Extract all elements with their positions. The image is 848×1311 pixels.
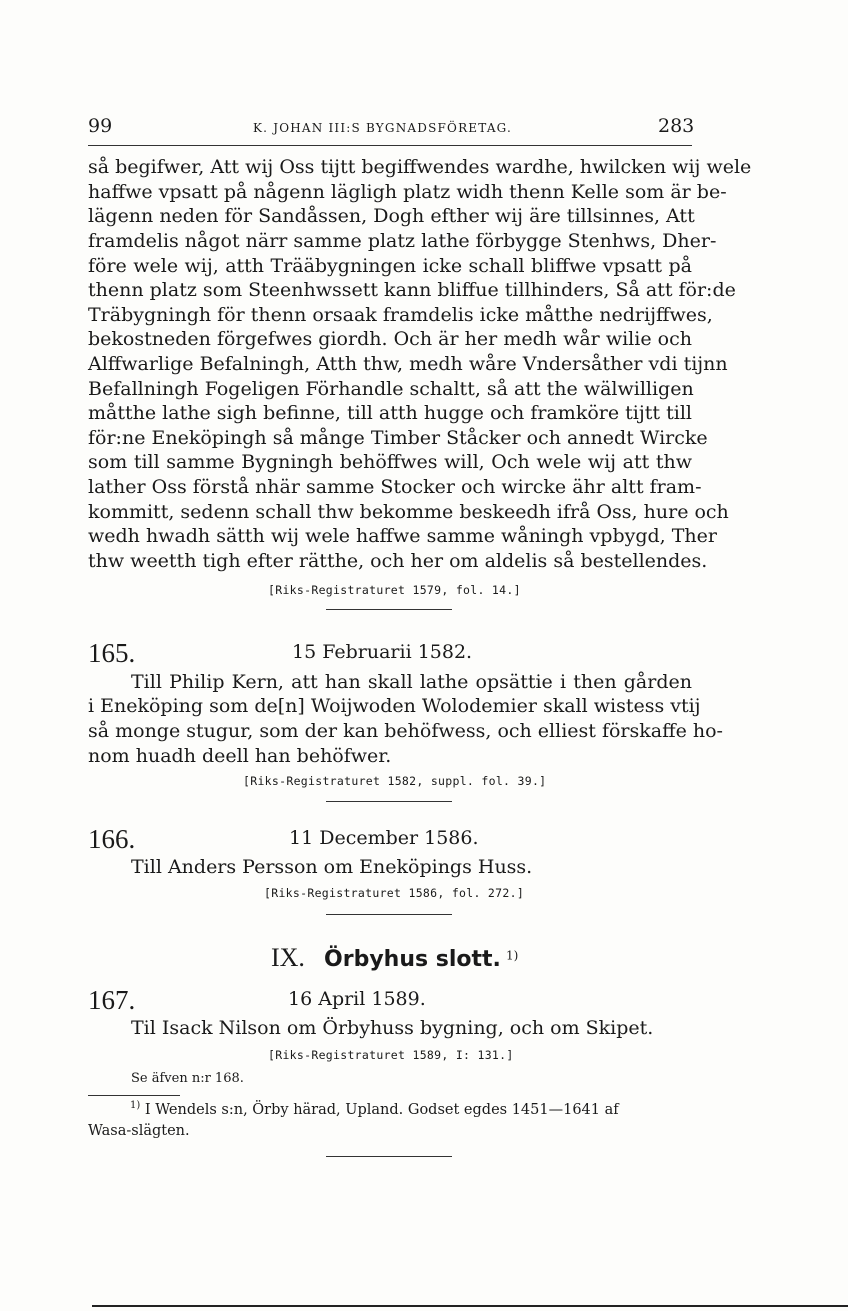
entry-number: 166.: [88, 824, 136, 854]
footnote-rule: [88, 1095, 180, 1096]
text-line: så begifwer, Att wij Oss tijtt begiffwendes wardhe, hwilcken wij wele: [88, 156, 752, 178]
text-line: lather Oss förstå nhär samme Stocker och wircke ähr altt fram-: [88, 476, 702, 498]
text-line: kommitt, sedenn schall thw bekomme beskeedh ifrå Oss, hure och: [88, 501, 729, 523]
text-line: före wele wij, atth Trääbygningen icke schall bliffwe vpsatt på: [88, 255, 692, 277]
entry-date: 11 December 1586.: [289, 827, 479, 849]
footnote-reference: 1): [505, 948, 519, 963]
text-line: som till samme Bygningh behöffwes will, Och wele wij att thw: [88, 451, 692, 473]
text-line: framdelis något närr samme platz lathe förbygge Stenhws, Dher-: [88, 230, 717, 252]
separator-rule: [326, 914, 452, 915]
text-line: haffwe vpsatt på någenn lägligh platz widh thenn Kelle som är be-: [88, 181, 727, 203]
text-line: Alffwarlige Befalningh, Atth thw, medh wåre Vndersåther vdi tijnn: [88, 353, 728, 375]
footnote-line: [130, 1100, 619, 1118]
text-line: Till Philip Kern, att han skall lathe opsättie i then gården: [131, 671, 692, 693]
separator-rule: [326, 801, 452, 802]
footnote-mark: 1): [130, 1100, 141, 1111]
section-numeral: IX.: [271, 943, 305, 972]
text-line: Befallningh Fogeligen Förhandle schaltt, så att the wälwilligen: [88, 378, 694, 400]
source-citation: [Riks-Registraturet 1589, I: 131.]: [268, 1048, 514, 1062]
text-line: Träbygningh för thenn orsaak framdelis icke måtthe nedrijffwes,: [88, 304, 713, 326]
source-citation: [Riks-Registraturet 1582, suppl. fol. 39.]: [243, 774, 547, 788]
text-line: i Eneköping som de[n] Woijwoden Wolodemier skall wistess vtij: [88, 695, 701, 717]
text-line: för:ne Eneköpingh så månge Timber Ståcker och annedt Wircke: [88, 427, 708, 449]
text-line: måtthe lathe sigh befinne, till atth hugge och framköre tijtt till: [88, 402, 692, 424]
cross-reference: Se äfven n:r 168.: [131, 1071, 244, 1086]
page-number-left: 99: [88, 115, 113, 137]
letter-summary: Till Anders Persson om Eneköpings Huss.: [131, 856, 533, 878]
letter-summary: Til Isack Nilson om Örbyhuss bygning, och om Skipet.: [131, 1017, 654, 1039]
text-line: bekostneden förgefwes giordh. Och är her medh wår wilie och: [88, 328, 692, 350]
header-rule: [88, 145, 692, 146]
separator-rule: [326, 609, 452, 610]
text-line: wedh hwadh sätth wij wele haffwe samme wåningh vpbygd, Ther: [88, 525, 717, 547]
text-line: lägenn neden för Sandåssen, Dogh efther wij äre tillsinnes, Att: [88, 205, 695, 227]
entry-number: 165.: [88, 638, 136, 668]
page-edge-line: [92, 1305, 848, 1307]
entry-number: 167.: [88, 985, 136, 1015]
section-heading: [271, 943, 518, 973]
text-line: thenn platz som Steenhwssett kann bliffue tillhinders, Så att för:de: [88, 279, 736, 301]
footnote-text: I Wendels s:n, Örby härad, Upland. Godset egdes 1451—1641 af: [144, 1101, 619, 1118]
source-citation: [Riks-Registraturet 1579, fol. 14.]: [268, 583, 521, 597]
footnote-line: Wasa-slägten.: [88, 1123, 190, 1139]
text-line: nom huadh deell han behöfwer.: [88, 745, 392, 767]
entry-date: 16 April 1589.: [288, 988, 426, 1010]
running-title: K. JOHAN III:S BYGNADSFÖRETAG.: [253, 121, 513, 135]
source-citation: [Riks-Registraturet 1586, fol. 272.]: [264, 886, 525, 900]
page-number-right: 283: [658, 115, 695, 137]
text-line: så monge stugur, som der kan behöfwess, och elliest förskaffe ho-: [88, 720, 723, 742]
separator-rule: [326, 1156, 452, 1157]
entry-date: 15 Februarii 1582.: [292, 641, 473, 663]
section-title: Örbyhus slott.: [324, 947, 501, 972]
text-line: thw weetth tigh efter rätthe, och her om aldelis så bestellendes.: [88, 550, 708, 572]
